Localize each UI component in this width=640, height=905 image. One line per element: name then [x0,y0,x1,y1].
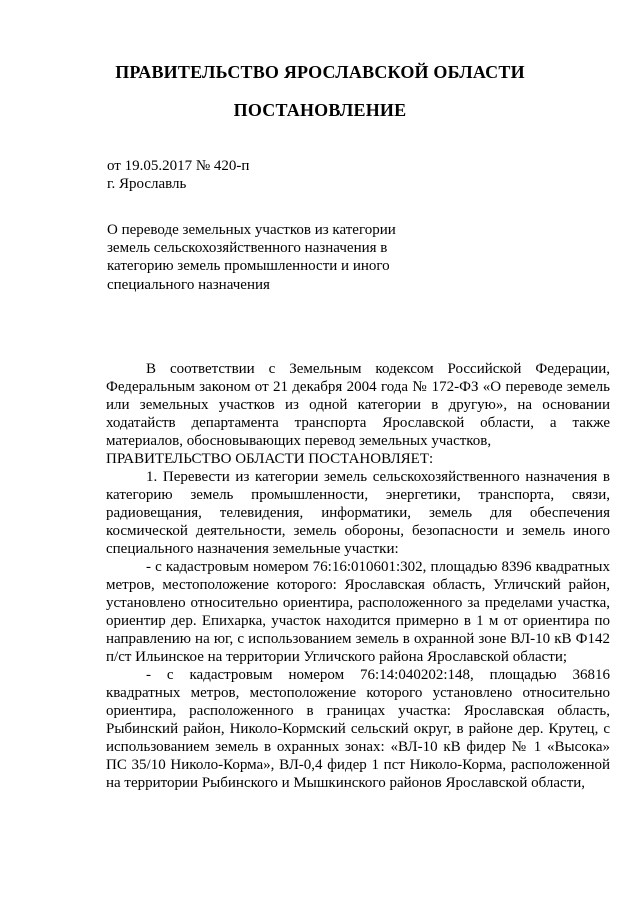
document-body [106,360,610,792]
resolution-line: ПРАВИТЕЛЬСТВО ОБЛАСТИ ПОСТАНОВЛЯЕТ: [106,451,434,467]
city: г. Ярославль [107,176,187,192]
item-1-paragraph: 1. Перевести из категории земель сельскохозяйственного назначения в категорию земель промышленности, энергетики, транспорта, связи, радиовещания, телевидения, информатики, земель для обеспечения космической деятельности, земель обороны, безопасности и земель иного специального назначения земельные участки: [106,469,610,557]
land-plot-2-paragraph: - с кадастровым номером 76:14:040202:148, площадью 36816 квадратных метров, местоположение которого установлено относительно ориентира, расположенного в границах участка: Ярославская область, Рыбинский район, Николо-Кормский сельский округ, в районе дер. Крутец, с использованием земель в охранных зонах: «ВЛ-10 кВ фидер № 1 «Высока» ПС 35/10 Николо-Корма», ВЛ-0,4 фидер 1 пст Николо-Корма, расположенной на территории Рыбинского и Мышкинского районов Ярославской области, [106,667,610,791]
subject-title: О переводе земельных участков из категории земель сельскохозяйственного назначения в категорию земель промышленности и иного специального назначения [107,222,396,293]
preamble-paragraph: В соответствии с Земельным кодексом Российской Федерации, Федеральным законом от 21 декабря 2004 года № 172-ФЗ «О переводе земель или земельных участков из одной категории в другую», на основании ходатайств департамента транспорта Ярославской области, а также материалов, обосновывающих перевод земельных участков, [106,361,610,449]
date-number: от 19.05.2017 № 420-п [107,158,250,174]
land-plot-1-paragraph: - с кадастровым номером 76:16:010601:302, площадью 8396 квадратных метров, местоположение которого: Ярославская область, Угличский район, установлено относительно ориентира, расположенного за пределами участка, ориентир дер. Епихарка, участок находится примерно в 1 м от ориентира по направлению на юг, с использованием земель в охранной зоне ВЛ-10 кВ Ф142 п/ст Ильинское на территории Угличского района Ярославской области; [106,559,610,665]
government-heading: ПРАВИТЕЛЬСТВО ЯРОСЛАВСКОЙ ОБЛАСТИ [115,62,525,82]
document-type-heading: ПОСТАНОВЛЕНИЕ [233,100,407,120]
